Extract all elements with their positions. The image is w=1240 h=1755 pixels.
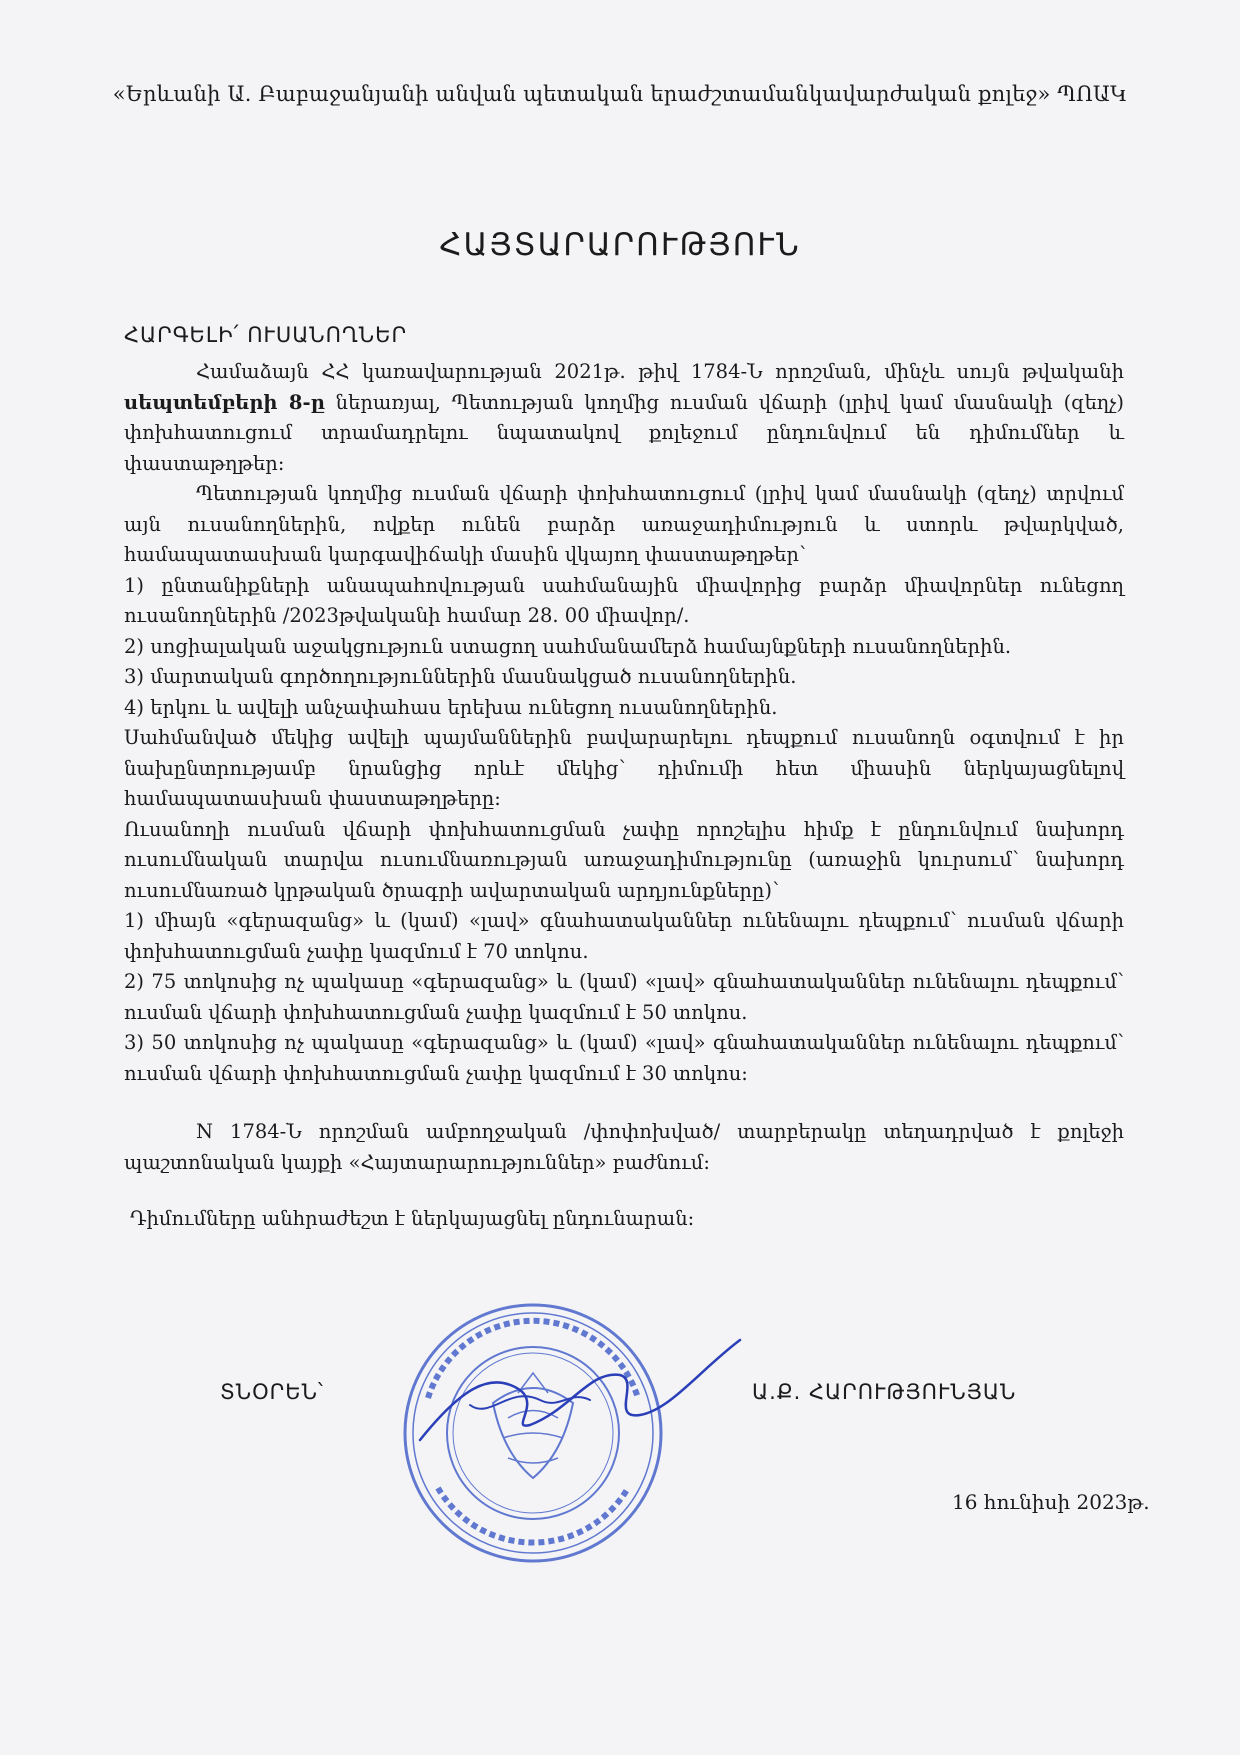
signature-icon <box>400 1330 750 1470</box>
amount-item-1: 1) միայն «գերազանց» և (կամ) «լավ» գնահատականներ ունենալու դեպքում՝ ուսման վճարի փոխհատուցման չափը կազմում է 70 տոկոս. <box>124 909 1124 963</box>
intro-part1: Համաձայն ՀՀ կառավարության 2021թ. թիվ 1784-Ն որոշման, մինչև սույն թվականի <box>196 360 1124 383</box>
document-title: ՀԱՅՏԱՐԱՐՈՒԹՅՈՒՆ <box>439 226 801 263</box>
eligibility-intro: Պետության կողմից ուսման վճարի փոխհատուցում (լրիվ կամ մասնակի (զեղչ) տրվում այն ուսանողներին, ովքեր ունեն բարձր առաջադիմություն և ստորև թվարկված, համապատասխան կարգավիճակի մասին վկայող փաստաթղթեր՝ <box>124 482 1124 566</box>
eligibility-item-3: 3) մարտական գործողություններին մասնակցած ուսանողներին. <box>124 665 797 688</box>
eligibility-item-1: 1) ընտանիքների անապահովության սահմանային միավորից բարձր միավորներ ունեցող ուսանողներին /2023թվականի համար 28. 00 միավոր/. <box>124 573 1124 627</box>
amount-item-3: 3) 50 տոկոսից ոչ պակասը «գերազանց» և (կամ) «լավ» գնահատականներ ունենալու դեպքում՝ ուսման վճարի փոխհատուցման չափը կազմում է 30 տոկոս: <box>124 1031 1124 1085</box>
intro-part2: ներառյալ, Պետության կողմից ուսման վճարի (լրիվ կամ մասնակի (զեղչ) փոխհատուցում տրամադրելու նպատակով քոլեջում ընդունվում են դիմումներ և փաստաթղթեր: <box>124 390 1124 475</box>
document-body <box>124 357 1124 1235</box>
organization-header: «Երևանի Ա. Բաբաջանյանի անվան պետական երաժշտամանկավարժական քոլեջ» ՊՈԱԿ <box>112 82 1128 106</box>
submit-note: Դիմումները անհրաժեշտ է ներկայացնել ընդունարան: <box>130 1207 695 1230</box>
document-date: 16 հունիսի 2023թ. <box>952 1490 1150 1514</box>
amount-intro: Ուսանողի ուսման վճարի փոխհատուցման չափը որոշելիս հիմք է ընդունվում նախորդ ուսումնական տարվա ուսումնառության առաջադիմությունը (առաջին կուրսում՝ նախորդ ուսումնառած կրթական ծրագրի ավարտական արդյունքները)՝ <box>124 817 1124 902</box>
director-name: Ա.Ք. ՀԱՐՈՒԹՅՈՒՆՅԱՆ <box>752 1380 1017 1404</box>
director-label: ՏՆՕՐԵՆ՝ <box>220 1380 324 1404</box>
deadline-date: սեպտեմբերի 8-ը <box>124 390 325 414</box>
intro-paragraph <box>124 357 1124 479</box>
eligibility-item-2: 2) սոցիալական աջակցություն ստացող սահմանամերձ համայնքների ուսանողներին. <box>124 634 1012 658</box>
amount-item-2: 2) 75 տոկոսից ոչ պակասը «գերազանց» և (կամ) «լավ» գնահատականներ ունենալու դեպքում՝ ուսման վճարի փոխհատուցման չափը կազմում է 50 տոկոս. <box>124 970 1124 1024</box>
eligibility-item-4: 4) երկու և ավելի անչափահաս երեխա ունեցող ուսանողներին. <box>124 695 778 719</box>
multiple-conditions-paragraph: Սահմանված մեկից ավելի պայմաններին բավարարելու դեպքում ուսանողն օգտվում է իր նախընտրությամբ նրանցից որևէ մեկից՝ դիմումի հետ միասին ներկայացնելով համապատասխան փաստաթղթերը: <box>124 726 1124 810</box>
full-text-note: N 1784-Ն որոշման ամբողջական /փոփոխված/ տարբերակը տեղադրված է քոլեջի պաշտոնական կայքի «Հայտարարություններ» բաժնում: <box>124 1120 1124 1174</box>
salutation: ՀԱՐԳԵԼԻ՛ ՈՒՍԱՆՈՂՆԵՐ <box>124 323 408 347</box>
